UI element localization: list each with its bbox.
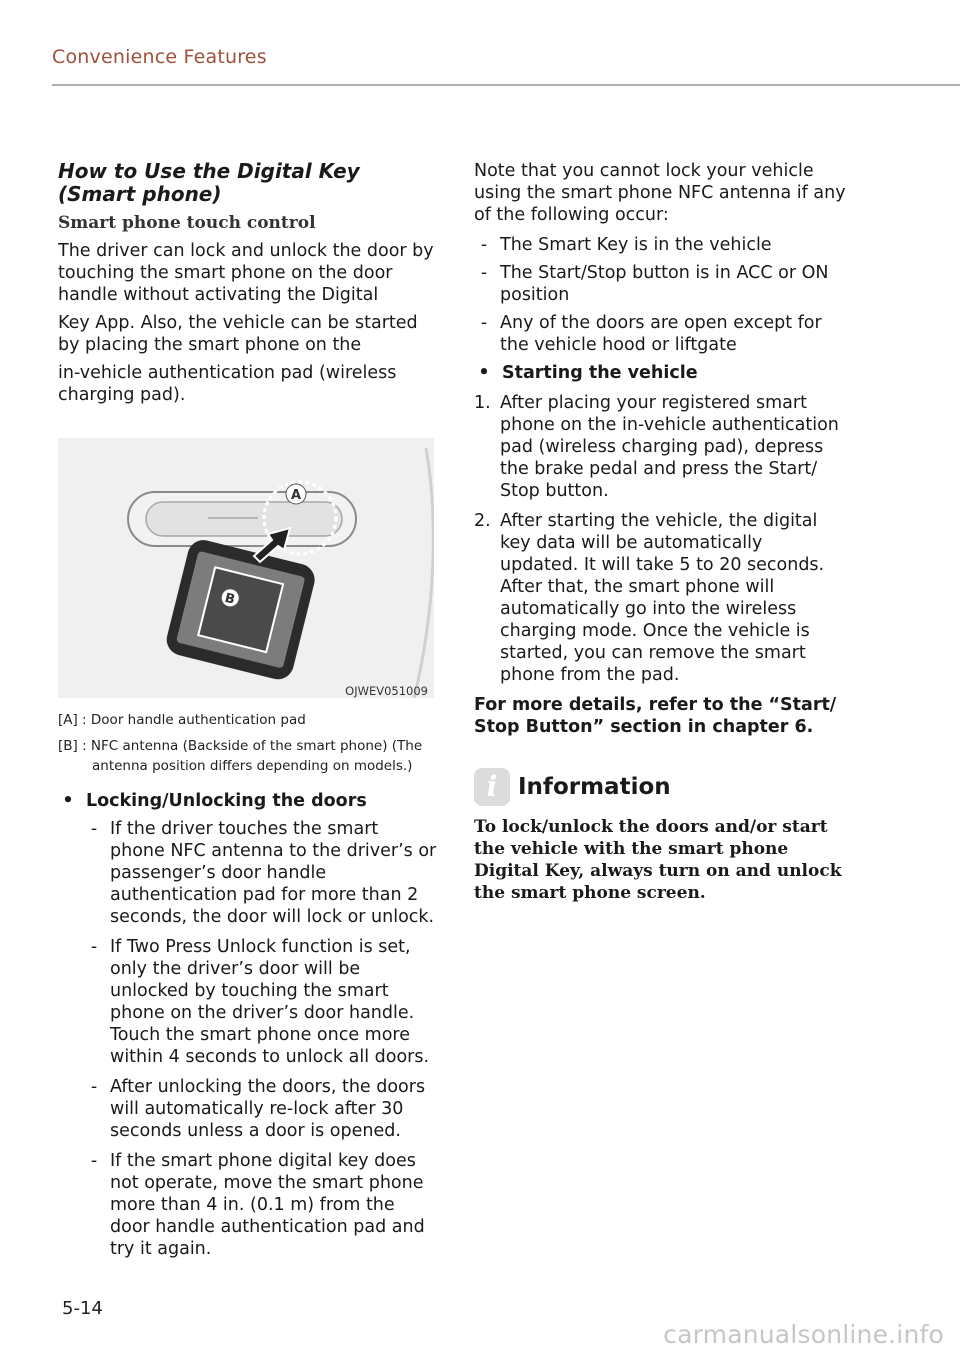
left-column xyxy=(58,160,438,1268)
label-a: A xyxy=(291,488,302,503)
list-item xyxy=(474,262,846,306)
bullet-title: Starting the vehicle xyxy=(502,363,698,383)
step-number: 2. xyxy=(474,511,491,531)
list-item xyxy=(474,234,846,256)
list-item xyxy=(84,818,438,928)
list-item-text: If the smart phone digital key does not operate, move the smart phone more than 4 in. (0.1 m) from the door handle authentication pad and try it again. xyxy=(110,1151,425,1259)
dash-mark: - xyxy=(480,235,488,255)
lock-conditions-list xyxy=(474,234,846,356)
step-text: After placing your registered smart phone on the in-vehicle authentication pad (wireless charging pad), depress the brake pedal and press the Start/ Stop button. xyxy=(500,393,839,501)
intro-paragraph: Note that you cannot lock your vehicle using the smart phone NFC antenna if any of the following occur: xyxy=(474,161,846,225)
lock-unlock-list xyxy=(58,818,438,1260)
chapter-title: Convenience Features xyxy=(52,46,267,68)
page-number: 5-14 xyxy=(62,1298,103,1319)
figure-caption-b: [B] : NFC antenna (Backside of the smart phone) (The antenna position differs depending on models.) xyxy=(58,738,423,774)
list-item xyxy=(84,936,438,1068)
list-item xyxy=(84,1076,438,1142)
paragraph: Key App. Also, the vehicle can be started by placing the smart phone on the xyxy=(58,313,418,355)
step-item xyxy=(474,392,846,502)
step-item xyxy=(474,510,846,686)
door-handle xyxy=(128,492,356,546)
cross-reference-note: For more details, refer to the “Start/ Stop Button” section in chapter 6. xyxy=(474,695,837,737)
subsection-title: Smart phone touch control xyxy=(58,213,316,233)
list-item-text: If Two Press Unlock function is set, only the driver’s door will be unlocked by touching the smart phone on the driver’s door handle. Touch the smart phone once more within 4 seconds to unlock all doors. xyxy=(110,937,430,1067)
list-item-text: The Start/Stop button is in ACC or ON position xyxy=(500,263,829,305)
dash-mark: - xyxy=(480,263,488,283)
dash-mark: - xyxy=(90,1077,98,1097)
header-divider xyxy=(52,84,960,86)
list-item-text: The Smart Key is in the vehicle xyxy=(500,235,772,255)
information-title: Information xyxy=(518,774,671,800)
smart-phone xyxy=(163,537,318,683)
information-header xyxy=(474,768,846,806)
information-icon xyxy=(474,768,510,806)
right-column xyxy=(474,160,846,904)
step-number: 1. xyxy=(474,393,491,413)
figure-caption-a: [A] : Door handle authentication pad xyxy=(58,712,306,728)
dash-mark: - xyxy=(480,313,488,333)
dash-mark: - xyxy=(90,937,98,957)
list-item-text: Any of the doors are open except for the vehicle hood or liftgate xyxy=(500,313,822,355)
illustration-graphic xyxy=(58,438,434,698)
bullet-mark: • xyxy=(478,363,490,383)
list-item xyxy=(84,1150,438,1260)
figure-code: OJWEV051009 xyxy=(345,684,428,698)
bullet-heading xyxy=(58,790,438,812)
paragraph: in-vehicle authentication pad (wireless charging pad). xyxy=(58,363,397,405)
section-title: How to Use the Digital Key (Smart phone) xyxy=(58,159,360,206)
door-handle-illustration xyxy=(58,438,434,698)
dash-mark: - xyxy=(90,1151,98,1171)
list-item-text: After unlocking the doors, the doors will automatically re-lock after 30 seconds unless a door is opened. xyxy=(110,1077,426,1141)
watermark: carmanualsonline.info xyxy=(663,1320,944,1349)
information-glyph: i xyxy=(486,770,498,803)
bullet-title: Locking/Unlocking the doors xyxy=(86,791,367,811)
dash-mark: - xyxy=(90,819,98,839)
bullet-mark: • xyxy=(62,791,74,811)
step-text: After starting the vehicle, the digital key data will be automatically updated. It will take 5 to 20 seconds. After that, the smart phone will automatically go into the wireless charging mode. Once the vehicle is started, you can remove the smart phone from the pad. xyxy=(500,511,825,685)
label-b: B xyxy=(223,590,237,608)
list-item xyxy=(474,312,846,356)
information-body: To lock/unlock the doors and/or start the vehicle with the smart phone Digital Key, always turn on and unlock the smart phone screen. xyxy=(474,817,842,903)
list-item-text: If the driver touches the smart phone NFC antenna to the driver’s or passenger’s door handle authentication pad for more than 2 seconds, the door will lock or unlock. xyxy=(110,819,437,927)
paragraph: The driver can lock and unlock the door by touching the smart phone on the door handle without activating the Digital xyxy=(58,241,434,305)
bullet-heading xyxy=(474,362,846,384)
